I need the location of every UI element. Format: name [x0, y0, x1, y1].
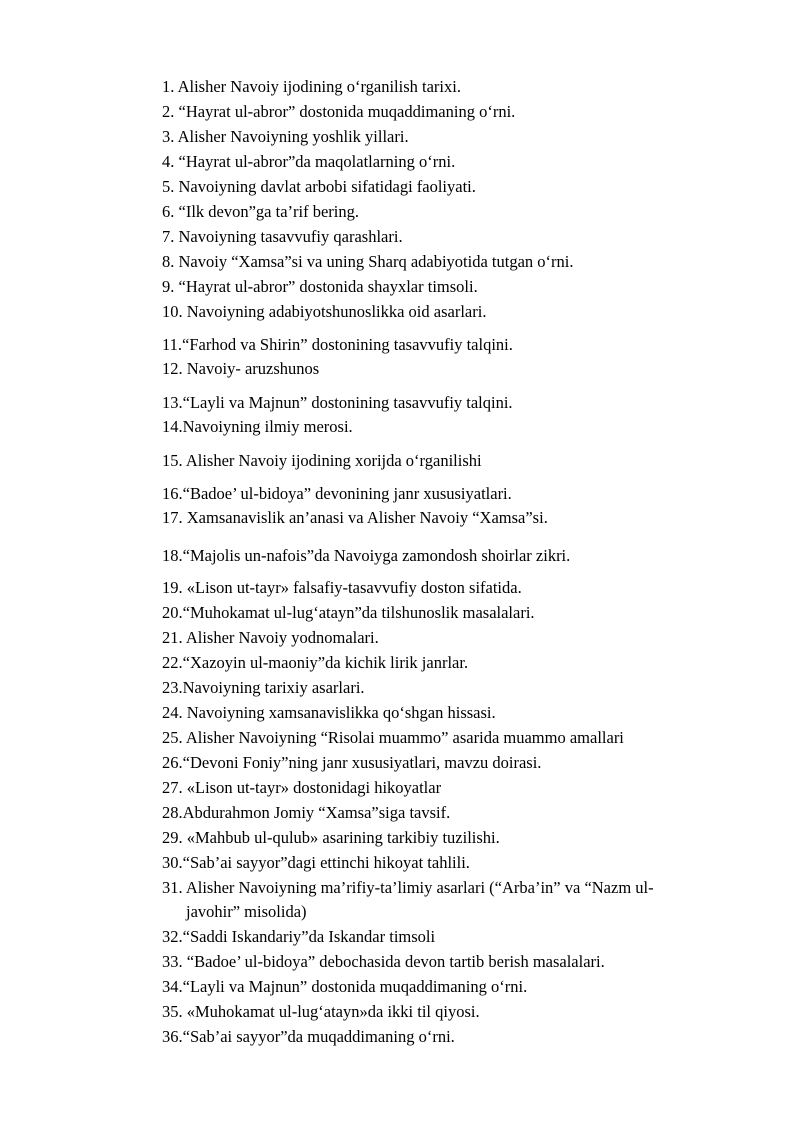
- item-text: “Hayrat ul-abror” dostonida shayxlar timsoli.: [174, 277, 478, 296]
- item-number: 32.: [162, 927, 183, 946]
- list-item: [162, 950, 737, 974]
- list-item: [162, 506, 737, 530]
- item-text: “Xazoyin ul-maoniy”da kichik lirik janrlar.: [182, 653, 469, 672]
- item-text: Alisher Navoiy ijodining xorijda o‘rganilishi: [182, 451, 482, 470]
- item-text: “Muhokamat ul-lug‘atayn”da tilshunoslik masalalari.: [182, 603, 535, 622]
- list-item: [162, 200, 737, 224]
- list-item: [162, 601, 737, 625]
- list-item: [162, 1025, 737, 1049]
- item-number: 28.: [162, 803, 183, 822]
- list-item: [162, 576, 737, 600]
- item-number: 18.: [162, 546, 183, 565]
- item-text: Alisher Navoiy yodnomalari.: [182, 628, 379, 647]
- item-text: “Devoni Foniy”ning janr xususiyatlari, mavzu doirasi.: [182, 753, 542, 772]
- item-text: Navoiy- aruzshunos: [182, 359, 320, 378]
- list-item: [162, 75, 737, 99]
- item-text: Alisher Navoiyning ma’rifiy-ta’limiy asarlari (“Arba’in” va “Nazm ul-: [182, 878, 654, 897]
- list-item: [162, 726, 737, 750]
- item-text: “Layli va Majnun” dostonida muqaddimaning o‘rni.: [182, 977, 528, 996]
- item-number: 23.: [162, 678, 183, 697]
- item-text: “Sab’ai sayyor”dagi ettinchi hikoyat tahlili.: [182, 853, 470, 872]
- item-text: Xamsanavislik an’anasi va Alisher Navoiy “Xamsa”si.: [182, 508, 548, 527]
- item-number: 15.: [162, 451, 183, 470]
- item-text: «Lison ut-tayr» falsafiy-tasavvufiy doston sifatida.: [182, 578, 522, 597]
- list-item: [162, 826, 737, 850]
- item-text: Navoiyning adabiyotshunoslikka oid asarlari.: [182, 302, 487, 321]
- item-text-continued: javohir” misolida): [186, 902, 307, 921]
- item-text: “Farhod va Shirin” dostonining tasavvufiy talqini.: [182, 335, 513, 354]
- item-number: 16.: [162, 484, 183, 503]
- item-number: 29.: [162, 828, 183, 847]
- item-number: 20.: [162, 603, 183, 622]
- list-item: [162, 391, 737, 415]
- list-item: [162, 1000, 737, 1024]
- list-item: [162, 751, 737, 775]
- item-number: 1.: [162, 77, 175, 96]
- item-text: “Hayrat ul-abror”da maqolatlarning o‘rni.: [174, 152, 456, 171]
- list-item: [162, 333, 737, 357]
- item-text: “Saddi Iskandariy”da Iskandar timsoli: [182, 927, 436, 946]
- item-number: 36.: [162, 1027, 183, 1046]
- item-number: 22.: [162, 653, 183, 672]
- list-item: [162, 175, 737, 199]
- item-number: 10.: [162, 302, 183, 321]
- item-text: Alisher Navoiyning yoshlik yillari.: [174, 127, 409, 146]
- item-number: 12.: [162, 359, 183, 378]
- list-item: [162, 250, 737, 274]
- item-number: 24.: [162, 703, 183, 722]
- item-number: 26.: [162, 753, 183, 772]
- item-text: Navoiyning xamsanavislikka qo‘shgan hissasi.: [182, 703, 496, 722]
- item-text: «Muhokamat ul-lug‘atayn»da ikki til qiyosi.: [182, 1002, 480, 1021]
- list-item: [162, 225, 737, 249]
- list-item: [162, 449, 737, 473]
- item-text: «Mahbub ul-qulub» asarining tarkibiy tuzilishi.: [182, 828, 500, 847]
- item-number: 7.: [162, 227, 175, 246]
- item-text: Alisher Navoiyning “Risolai muammo” asarida muammo amallari: [182, 728, 624, 747]
- item-text: Navoiyning ilmiy merosi.: [182, 417, 353, 436]
- item-text: “Ilk devon”ga ta’rif bering.: [174, 202, 360, 221]
- item-number: 14.: [162, 417, 183, 436]
- item-text: Alisher Navoiy ijodining o‘rganilish tarixi.: [174, 77, 461, 96]
- item-text: “Hayrat ul-abror” dostonida muqaddimaning o‘rni.: [174, 102, 516, 121]
- item-number: 3.: [162, 127, 175, 146]
- item-number: 17.: [162, 508, 183, 527]
- list-item: [162, 100, 737, 124]
- item-text: “Layli va Majnun” dostonining tasavvufiy talqini.: [182, 393, 513, 412]
- list-item: [162, 851, 737, 875]
- list-item: [162, 150, 737, 174]
- list-item: [162, 651, 737, 675]
- list-item: [162, 801, 737, 825]
- list-item: [162, 626, 737, 650]
- item-text: Navoiyning tasavvufiy qarashlari.: [174, 227, 403, 246]
- item-number: 30.: [162, 853, 183, 872]
- item-number: 5.: [162, 177, 175, 196]
- item-text: “Majolis un-nafois”da Navoiyga zamondosh shoirlar zikri.: [182, 546, 571, 565]
- list-item: [162, 415, 737, 439]
- list-item: [162, 676, 737, 700]
- item-number: 8.: [162, 252, 175, 271]
- list-item: [162, 925, 737, 949]
- item-text: Navoiyning davlat arbobi sifatidagi faoliyati.: [174, 177, 476, 196]
- list-item: [162, 776, 737, 800]
- list-item: [162, 275, 737, 299]
- list-item: [162, 876, 737, 924]
- item-text: “Badoe’ ul-bidoya” debochasida devon tartib berish masalalari.: [182, 952, 605, 971]
- list-item: [162, 300, 737, 324]
- list-item: [162, 125, 737, 149]
- item-text: “Sab’ai sayyor”da muqaddimaning o‘rni.: [182, 1027, 455, 1046]
- item-number: 27.: [162, 778, 183, 797]
- item-text: Navoiy “Xamsa”si va uning Sharq adabiyotida tutgan o‘rni.: [174, 252, 574, 271]
- item-number: 33.: [162, 952, 183, 971]
- item-number: 25.: [162, 728, 183, 747]
- list-item: [162, 544, 737, 568]
- item-number: 35.: [162, 1002, 183, 1021]
- item-text: “Badoe’ ul-bidoya” devonining janr xususiyatlari.: [182, 484, 512, 503]
- list-item: [162, 975, 737, 999]
- list-item: [162, 357, 737, 381]
- list-item: [162, 482, 737, 506]
- item-number: 2.: [162, 102, 175, 121]
- item-text: Abdurahmon Jomiy “Xamsa”siga tavsif.: [182, 803, 451, 822]
- item-number: 34.: [162, 977, 183, 996]
- item-text: Navoiyning tarixiy asarlari.: [182, 678, 365, 697]
- list-item: [162, 701, 737, 725]
- item-number: 13.: [162, 393, 183, 412]
- item-number: 4.: [162, 152, 175, 171]
- item-number: 9.: [162, 277, 175, 296]
- item-text: «Lison ut-tayr» dostonidagi hikoyatlar: [182, 778, 442, 797]
- item-number: 11.: [162, 335, 183, 354]
- item-number: 19.: [162, 578, 183, 597]
- item-number: 6.: [162, 202, 175, 221]
- item-number: 31.: [162, 878, 183, 897]
- item-number: 21.: [162, 628, 183, 647]
